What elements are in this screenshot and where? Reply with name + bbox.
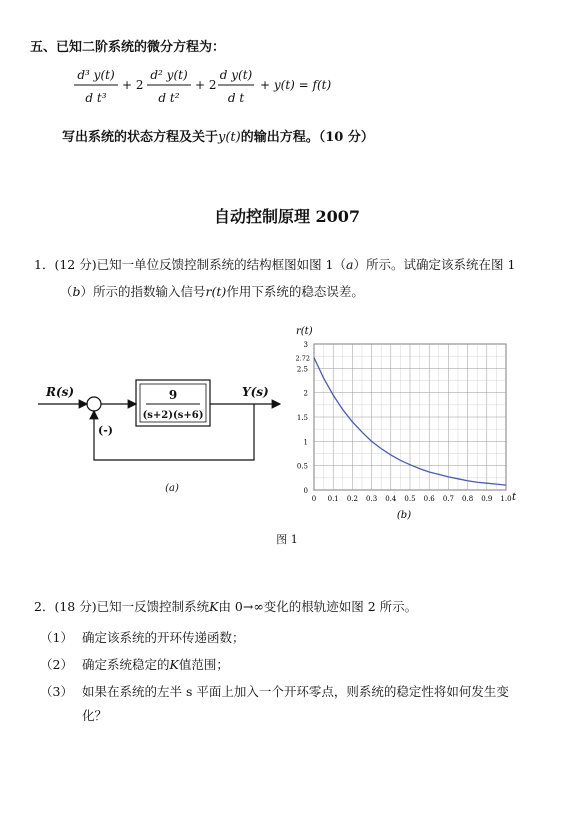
y-tick-label: 2.5 <box>296 365 308 374</box>
q2-item-1-num: （1） <box>40 630 73 645</box>
eq-term1-num: d³ y(t) <box>77 68 115 82</box>
tf-numerator: 9 <box>168 388 178 402</box>
x-tick-label: 0.9 <box>481 495 493 503</box>
eq-term3-den: d t <box>227 91 245 105</box>
q5-requirement <box>62 126 374 145</box>
chart-ylabel: r(t) <box>296 326 313 337</box>
q1-line2-r: r(t) <box>205 284 227 299</box>
q2-item-2-num: （2） <box>40 657 73 672</box>
y-tick-labels <box>296 341 310 495</box>
q1-line1 <box>34 255 515 273</box>
q1-line2-b: b <box>72 284 81 299</box>
q2-line <box>34 597 417 615</box>
q2-item-1 <box>40 628 245 646</box>
figure-caption: 图 1 <box>276 533 298 546</box>
x-tick-label: 0 <box>311 495 317 503</box>
feedback-sign: (-) <box>98 424 113 437</box>
x-tick-label: 0.6 <box>423 495 435 503</box>
q1-line1-pre: 1．(12 分)已知一单位反馈控制系统的结构框图如图 1（ <box>34 257 347 272</box>
q1-line2-mid: ）所示的指数输入信号 <box>80 284 206 299</box>
q1-line2-post: 作用下系统的稳态误差。 <box>226 284 364 299</box>
q2-item-3-num: （3） <box>40 684 73 699</box>
block-diagram <box>36 330 286 495</box>
q5-req-var: y(t) <box>218 130 241 145</box>
eq-term3-num: d y(t) <box>219 68 253 82</box>
q2-item-3-text: 如果在系统的左半 s 平面上加入一个开环零点，则系统的稳定性将如何发生变 <box>82 684 509 699</box>
chart-xlabel: t <box>512 492 517 503</box>
q2-item-2 <box>40 655 229 673</box>
x-tick-labels <box>312 495 512 503</box>
x-tick-label: 0.7 <box>442 495 454 503</box>
tf-denominator: (s+2)(s+6) <box>142 410 204 421</box>
summing-junction <box>87 397 101 411</box>
y-tick-label-extra: 2.72 <box>295 354 310 363</box>
eq-term1-den: d t³ <box>85 91 107 105</box>
eq-rest: + y(t) = f(t) <box>260 78 332 92</box>
q1-line2 <box>60 282 364 300</box>
q1-line1-post: ）所示。试确定该系统在图 1 <box>353 257 516 272</box>
y-tick-label: 1.5 <box>296 414 308 422</box>
differential-equation <box>70 64 370 110</box>
y-tick-label: 3 <box>303 341 308 349</box>
x-tick-label: 0.5 <box>404 495 416 503</box>
q2-item-3-cont: 化？ <box>82 708 108 723</box>
q2-item-3 <box>40 682 509 700</box>
x-tick-label: 0.8 <box>462 495 474 503</box>
eq-plus-2a: + 2 <box>122 78 144 92</box>
x-tick-label: 1.0 <box>500 495 512 503</box>
q2-line-post: 由 0→∞变化的根轨迹如图 2 所示。 <box>218 599 418 614</box>
q2-item-1-text: 确定该系统的开环传递函数； <box>82 630 245 645</box>
q1-line1-a: a <box>346 257 354 272</box>
exponential-input-chart <box>286 322 526 522</box>
q2-item-2-k: K <box>169 657 179 672</box>
q1-line2-pre: （ <box>60 284 73 299</box>
section-title: 自动控制原理 2007 <box>213 207 361 226</box>
y-tick-label: 1 <box>303 438 308 447</box>
eq-term2-den: d t² <box>158 91 180 105</box>
eq-plus-2b: + 2 <box>195 78 217 92</box>
q5-req-post: 的输出方程。（10 分） <box>240 130 374 145</box>
x-tick-label: 0.4 <box>385 495 397 503</box>
chart-grid <box>314 344 506 490</box>
x-tick-label: 0.2 <box>346 495 358 503</box>
x-tick-label: 0.3 <box>366 495 378 503</box>
y-tick-label: 0.5 <box>296 462 308 471</box>
y-tick-label: 0 <box>303 487 308 495</box>
eq-term2-num: d² y(t) <box>150 68 188 82</box>
fig-a-caption: (a) <box>165 483 179 494</box>
chart-caption: (b) <box>396 510 412 521</box>
y-tick-label: 2 <box>303 389 308 398</box>
input-label: R(s) <box>46 385 75 399</box>
q2-line-k: K <box>209 599 219 614</box>
x-tick-label: 0.1 <box>327 495 339 503</box>
q5-req-pre: 写出系统的状态方程及关于 <box>62 130 219 145</box>
q5-title: 五、已知二阶系统的微分方程为： <box>30 40 226 55</box>
q2-item-2-pre: 确定系统稳定的 <box>82 657 170 672</box>
output-label: Y(s) <box>242 385 269 399</box>
q2-item-2-post: 值范围； <box>178 657 229 672</box>
q2-line-pre: 2．(18 分)已知一反馈控制系统 <box>34 599 210 614</box>
